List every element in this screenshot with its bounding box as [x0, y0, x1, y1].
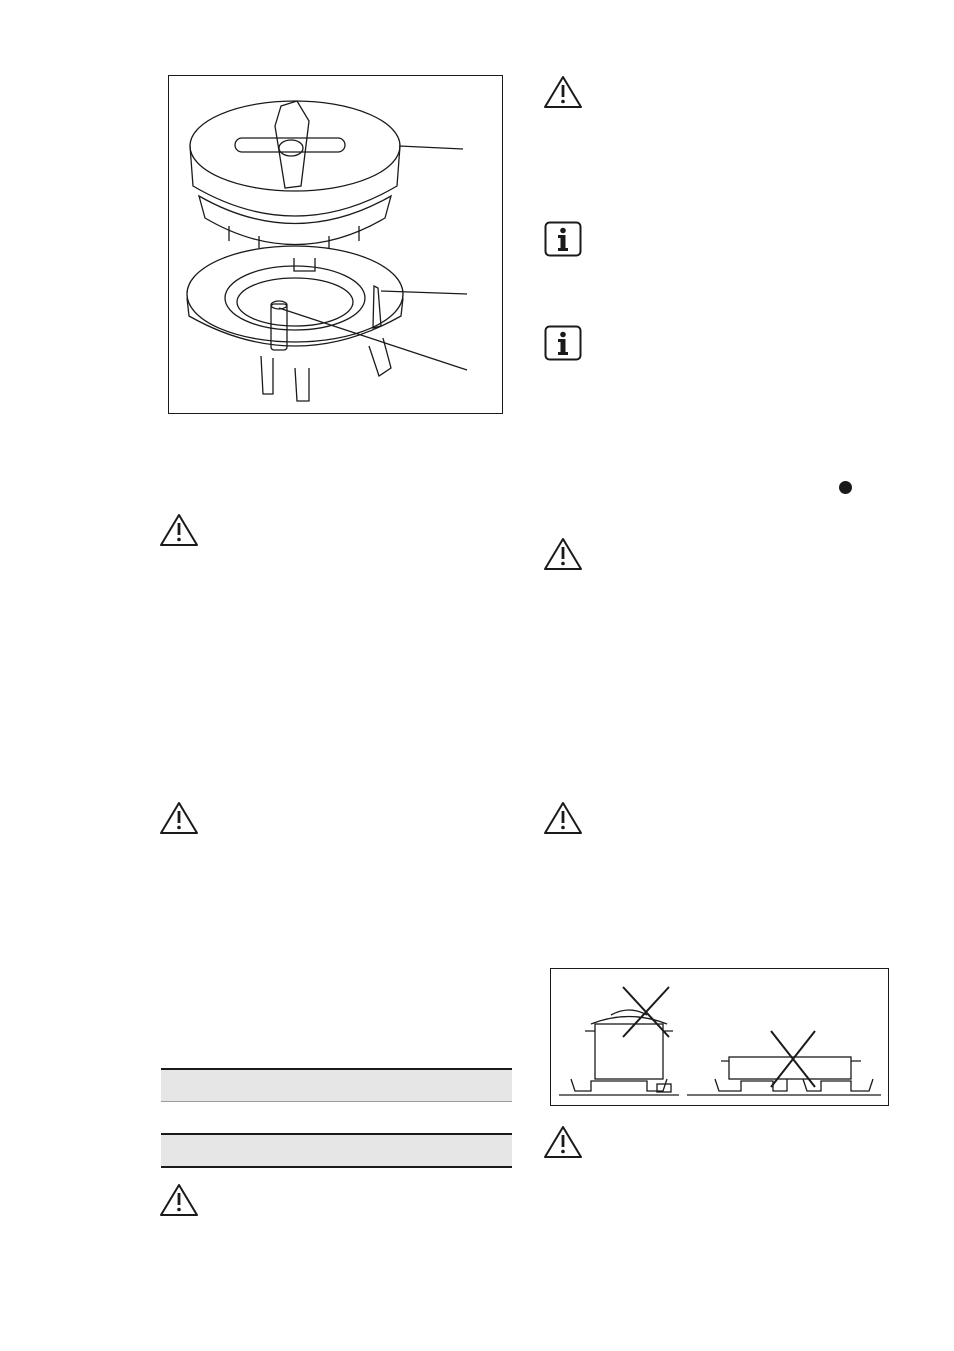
pan-diagram: [551, 969, 888, 1105]
burner-cap: [190, 101, 400, 191]
table-row: [161, 1070, 512, 1101]
info-icon: [544, 221, 582, 257]
warning-icon: [159, 1183, 199, 1217]
warning-icon: [543, 801, 583, 835]
warning-icon: [543, 75, 583, 109]
pan-figure: [550, 968, 889, 1106]
info-icon: [544, 325, 582, 361]
table-row: [161, 1135, 512, 1166]
burner-base: [187, 246, 403, 342]
table-row: [161, 1102, 512, 1133]
burner-diagram: [169, 76, 502, 413]
table-rule: [161, 1166, 512, 1168]
warning-icon: [159, 801, 199, 835]
warning-icon: [543, 537, 583, 571]
warning-icon: [159, 513, 199, 547]
burner-figure: [168, 75, 503, 414]
warning-icon: [543, 1125, 583, 1159]
filled-circle-icon: [839, 481, 852, 494]
